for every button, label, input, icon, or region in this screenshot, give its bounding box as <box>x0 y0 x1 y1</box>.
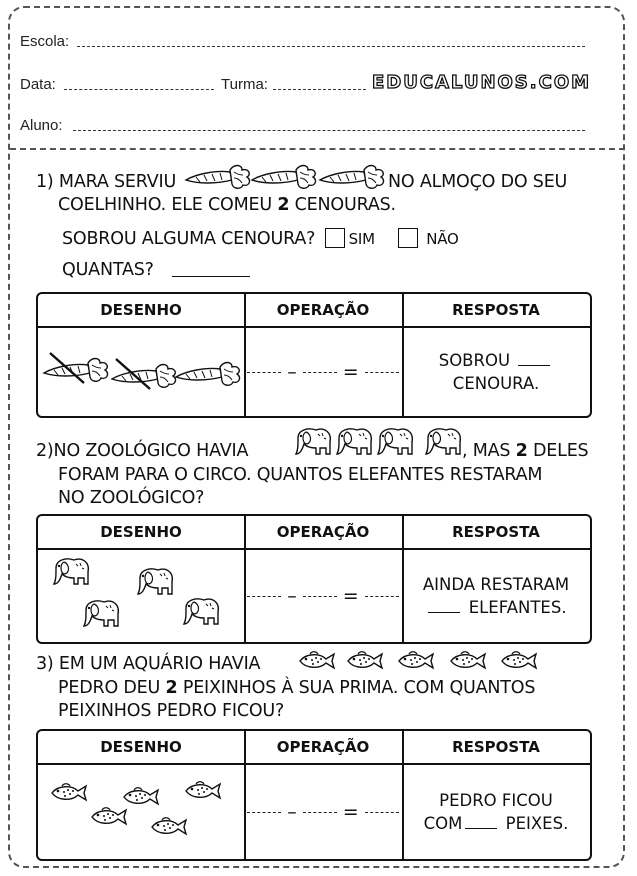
elephant-icon <box>422 428 462 456</box>
col-operation: OPERAÇÃO <box>244 294 402 328</box>
q1-answer-blank[interactable] <box>518 365 550 366</box>
class-label: Turma: <box>221 76 268 93</box>
no-label: NÃO <box>426 230 459 248</box>
q1-how-many-answer[interactable] <box>172 276 250 277</box>
q1-question: SOBROU ALGUMA CENOURA? <box>62 229 316 249</box>
q1-text-a: 1) MARA SERVIU <box>36 172 177 192</box>
yes-label: SIM <box>348 230 375 248</box>
date-field[interactable] <box>64 89 214 90</box>
brand-logo: EDUCALUNOS.COM <box>372 72 592 93</box>
fish-icon <box>346 651 384 673</box>
q2-text-a: 2)NO ZOOLÓGICO HAVIA <box>36 441 249 461</box>
q1-table <box>36 292 592 418</box>
elephant-icon <box>80 600 120 628</box>
col-drawing: DESENHO <box>38 294 244 328</box>
q1-line1 <box>36 172 176 192</box>
q2-answer-blank[interactable] <box>428 612 460 613</box>
q3-line3: PEIXINHOS PEDRO FICOU? <box>58 701 285 721</box>
col-answer: RESPOSTA <box>402 294 590 328</box>
elephant-icon <box>292 428 332 456</box>
elephant-icon <box>180 598 220 626</box>
fish-icon <box>184 781 222 803</box>
q1-answer-text-b: CENOURA. <box>452 374 540 393</box>
col-drawing: DESENHO <box>38 731 244 765</box>
minus-sign: – <box>287 584 297 607</box>
q3-line1: 3) EM UM AQUÁRIO HAVIA <box>36 654 261 674</box>
q1-line2-end: CENOURAS. <box>289 195 396 215</box>
q2-number: 2 <box>515 441 528 461</box>
q3-answer-blank[interactable] <box>465 828 497 829</box>
q3-operation[interactable] <box>244 765 402 859</box>
minus-sign: – <box>287 800 297 823</box>
q3-answer-text-b: COM <box>423 814 463 833</box>
q1-number: 2 <box>277 195 290 215</box>
carrot-icon <box>320 160 384 188</box>
carrot-icon-crossed <box>44 352 108 382</box>
student-field[interactable] <box>73 130 585 131</box>
q2-answer-text-a: AINDA RESTARAM <box>422 575 570 594</box>
col-operation: OPERAÇÃO <box>244 516 402 550</box>
class-field[interactable] <box>273 89 366 90</box>
fish-icon <box>397 651 435 673</box>
q3-line2-end: PEIXINHOS À SUA PRIMA. COM QUANTOS <box>177 678 536 698</box>
q2-table <box>36 514 592 644</box>
carrot-icon <box>176 356 240 386</box>
q2-line1-end <box>462 441 588 461</box>
q3-answer-text-a: PEDRO FICOU <box>439 791 553 810</box>
q1-text-b: NO ALMOÇO DO SEU <box>388 172 568 192</box>
fish-icon <box>500 651 538 673</box>
elephant-icon <box>134 568 174 596</box>
q2-answer-text-b: ELEFANTES. <box>468 598 567 617</box>
no-checkbox[interactable] <box>398 228 418 248</box>
q3-answer-text-c: PEIXES. <box>505 814 569 833</box>
fish-icon <box>50 783 88 805</box>
fish-icon <box>449 651 487 673</box>
q2-operation[interactable] <box>244 550 402 642</box>
fish-icon <box>122 787 160 809</box>
q1-answer <box>402 328 590 416</box>
student-label: Aluno: <box>20 117 63 134</box>
q1-line2 <box>58 195 396 215</box>
fish-icon <box>90 807 128 829</box>
q1-how-many: QUANTAS? <box>62 260 154 280</box>
elephant-icon <box>50 558 90 586</box>
q1-line2-text: COELHINHO. ELE COMEU <box>58 195 278 215</box>
elephant-icon <box>333 428 373 456</box>
col-answer: RESPOSTA <box>402 516 590 550</box>
equals-sign: = <box>342 800 359 823</box>
q3-table <box>36 729 592 861</box>
col-operation: OPERAÇÃO <box>244 731 402 765</box>
carrot-icon-crossed <box>112 358 176 388</box>
q2-text-c: DELES <box>527 441 589 461</box>
q3-number: 2 <box>165 678 178 698</box>
equals-sign: = <box>342 360 359 383</box>
carrot-icon <box>186 160 250 188</box>
col-answer: RESPOSTA <box>402 731 590 765</box>
q2-line3: NO ZOOLÓGICO? <box>58 488 205 508</box>
elephant-icon <box>374 428 414 456</box>
q3-line2 <box>58 678 535 698</box>
q1-question-row <box>62 228 459 249</box>
q3-answer <box>402 765 590 859</box>
yes-checkbox[interactable] <box>325 228 345 248</box>
carrot-icon <box>252 160 316 188</box>
q3-line2-text: PEDRO DEU <box>58 678 166 698</box>
fish-icon <box>298 651 336 673</box>
date-label: Data: <box>20 76 56 93</box>
col-drawing: DESENHO <box>38 516 244 550</box>
q1-operation[interactable] <box>244 328 402 416</box>
equals-sign: = <box>342 584 359 607</box>
header-separator <box>10 148 625 150</box>
fish-icon <box>150 817 188 839</box>
school-field[interactable] <box>77 46 585 47</box>
q2-text-b: , MAS <box>462 441 516 461</box>
q1-answer-text-a: SOBROU <box>438 351 511 370</box>
school-label: Escola: <box>20 33 70 50</box>
q2-answer <box>402 550 590 642</box>
minus-sign: – <box>287 360 297 383</box>
q2-line2: FORAM PARA O CIRCO. QUANTOS ELEFANTES RESTARAM <box>58 465 543 485</box>
